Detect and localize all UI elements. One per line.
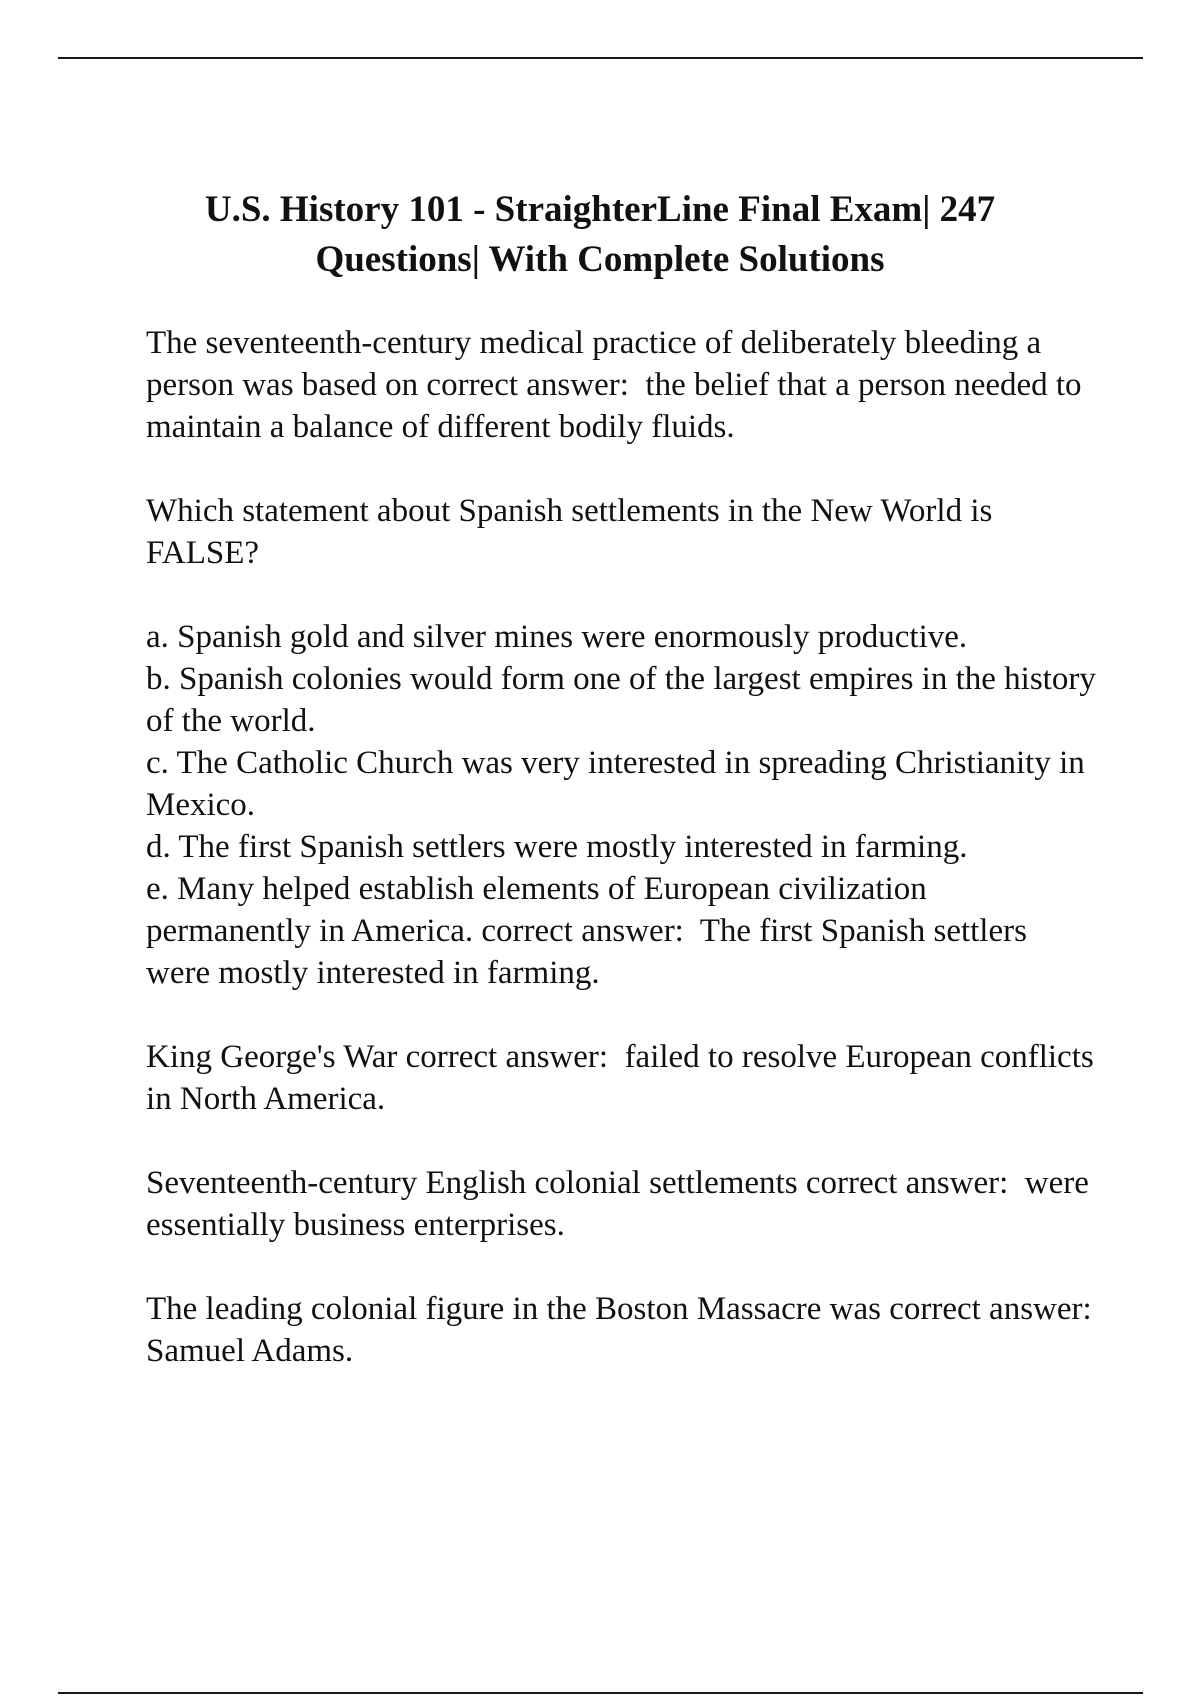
qa-boston-massacre: The leading colonial figure in the Boston Massacre was correct answer: Samuel Adams. <box>146 1291 1109 1369</box>
answer-options <box>146 616 1105 994</box>
qa-bloodletting: The seventeenth-century medical practice of deliberately bleeding a person was based on correct answer: the belief that a person needed to maintain a balance of different bodily fluids. <box>146 325 1090 445</box>
qa-english-settlements: Seventeenth-century English colonial settlements correct answer: were essentially business enterprises. <box>146 1165 1098 1243</box>
document-body <box>146 322 1109 1414</box>
option-d: d. The first Spanish settlers were mostly interested in farming. <box>146 829 968 865</box>
option-b: b. Spanish colonies would form one of the largest empires in the history of the world. <box>146 661 1105 739</box>
option-e-with-answer: e. Many helped establish elements of European civilization permanently in America. correct answer: The first Spanish settlers were mostly interested in farming. <box>146 871 1036 991</box>
option-c: c. The Catholic Church was very interested in spreading Christianity in Mexico. <box>146 745 1094 823</box>
top-rule <box>58 57 1143 59</box>
bottom-rule <box>58 1692 1143 1694</box>
document-title: U.S. History 101 - StraighterLine Final Exam| 247 Questions| With Complete Solutions <box>204 189 996 280</box>
qa-king-georges-war: King George's War correct answer: failed to resolve European conflicts in North America. <box>146 1039 1102 1117</box>
option-a: a. Spanish gold and silver mines were enormously productive. <box>146 619 968 655</box>
question-spanish-settlements: Which statement about Spanish settlements in the New World is FALSE? <box>146 493 1001 571</box>
